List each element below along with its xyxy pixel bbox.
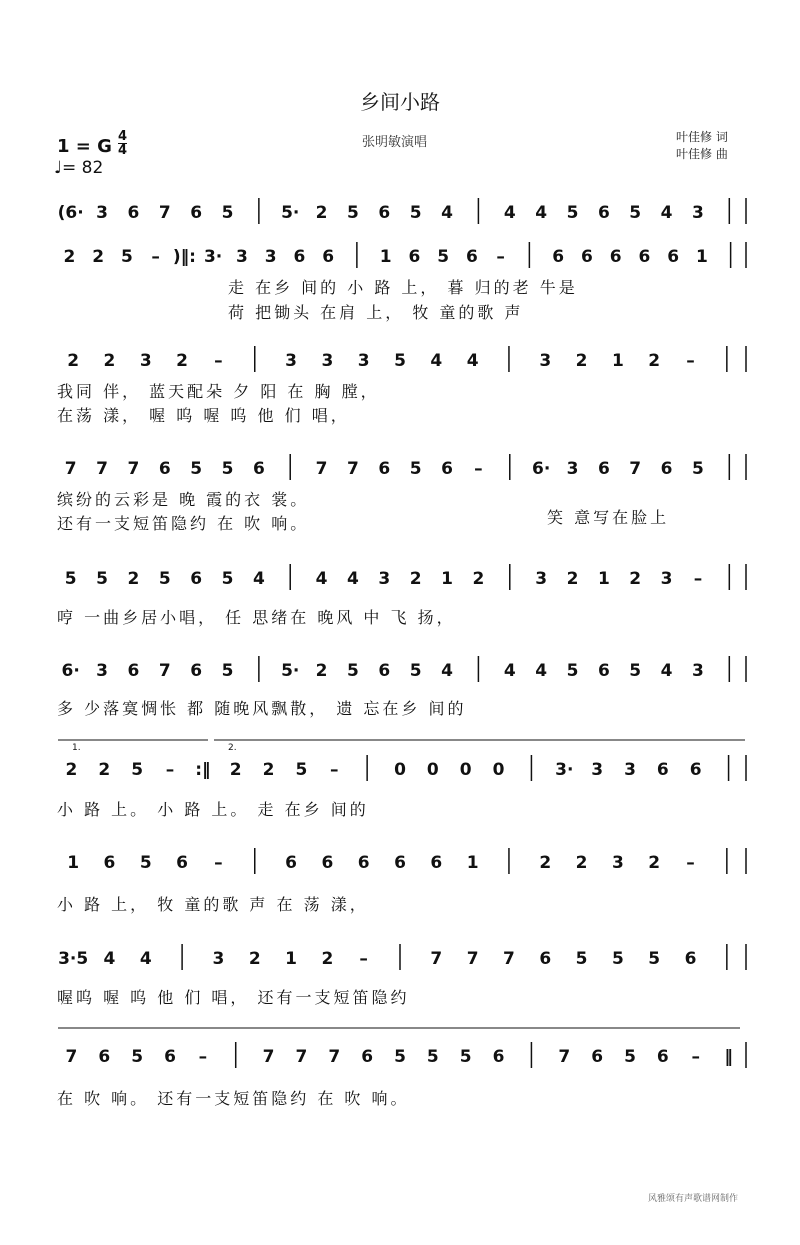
note: 2 [103,351,116,371]
note: 4 [503,661,516,681]
note: 2 [315,203,328,223]
note: 3 [321,351,334,371]
song-title: 乡间小路 [360,90,440,114]
lyric-line: 荷 把锄头 在肩 上， 牧 童的歌 声 [228,303,524,322]
note: – [214,853,223,873]
note: 2 [648,853,661,873]
note: )‖: [172,247,196,267]
note: 1 [285,949,297,969]
lyric-line: 在 吹 响。 还有一支短笛隐约 在 吹 响。 [57,1089,410,1108]
note: – [691,1047,700,1067]
note: 5 [221,203,234,223]
note: 4 [503,203,516,223]
note: 5 [409,203,422,223]
note: 7 [347,459,359,479]
note: 7 [315,459,328,479]
note: 7 [65,1047,78,1067]
note: 4 [430,351,443,371]
note: 1 [597,569,610,589]
note: 2 [98,760,111,780]
note: 5 [566,203,579,223]
note: 5 [96,569,108,589]
lyric-line: 在荡 漾， 喔 呜 喔 呜 他 们 唱， [57,406,350,425]
note: 6 [656,760,669,780]
note: 4 [315,569,328,589]
note: 5 [692,459,704,479]
note: 6 [591,1047,604,1067]
note: 4 [466,351,479,371]
note: :‖ [195,760,211,780]
note: 3 [539,351,552,371]
note: 3 [535,569,548,589]
note: 6 [660,459,673,479]
note: 6 [190,569,203,589]
note: 7 [328,1047,341,1067]
note: – [686,853,695,873]
note: 4 [347,569,359,589]
note: 6 [322,247,335,267]
note: 2 [315,661,328,681]
note: 6 [441,459,453,479]
note: 6 [667,247,680,267]
note: 6 [127,661,140,681]
note: 4 [103,949,116,969]
note: 3 [96,203,108,223]
note: 6 [656,1047,669,1067]
note: 5 [437,247,450,267]
note: 7 [64,459,77,479]
note: – [496,247,505,267]
note: 6 [378,661,391,681]
note: – [330,760,339,780]
note: 5 [64,569,77,589]
note: 2 [575,853,588,873]
note: 6· [531,459,551,479]
note: 6 [285,853,297,873]
note: 6 [465,247,478,267]
lyric-line: 多 少落寞惆怅 都 随晚风飘散， 遗 忘在乡 间的 [57,699,467,718]
note: 5 [566,661,579,681]
note: 2 [229,760,242,780]
note: 5 [575,949,588,969]
quarter-note-icon: ♩ [54,158,63,178]
note: 6 [580,247,593,267]
note: 7 [629,459,642,479]
note: 6 [597,203,610,223]
note: 4 [441,203,453,223]
note: 7 [503,949,515,969]
note: 5 [426,1047,439,1067]
note: 4 [660,203,673,223]
note: 6 [408,247,421,267]
note: 4 [535,661,548,681]
note: 6 [190,203,203,223]
note: 7 [158,203,171,223]
volta-1-label: 1. [72,743,81,753]
note: 4 [139,949,152,969]
note: 3 [96,661,108,681]
volta-2-label: 2. [228,743,237,753]
note: 4 [660,661,673,681]
note: 2 [566,569,579,589]
note: 6 [689,760,702,780]
note: 6 [293,247,306,267]
note: 6 [597,459,610,479]
lyric-line: 还有一支短笛隐约 在 吹 响。 [57,514,310,533]
note: 0 [426,760,439,780]
note: 4 [441,661,453,681]
note: 2 [92,247,105,267]
watermark-credit: 风雅颂有声歌谱网制作 [648,1194,739,1204]
note: 7 [127,459,140,479]
note: 0 [394,760,406,780]
note: 1 [67,853,80,873]
note: 6 [684,949,697,969]
note: 5· [281,661,300,681]
note: – [359,949,368,969]
note: 6 [127,203,140,223]
note: 3 [285,351,297,371]
note: 5 [131,1047,144,1067]
lyricist-credit: 叶佳修 词 [676,130,728,144]
note: 3 [660,569,673,589]
note: – [693,569,703,589]
note: 3 [624,760,636,780]
note: 6 [357,853,370,873]
note: – [198,1047,208,1067]
composer-credit: 叶佳修 曲 [676,147,728,161]
note: 7 [295,1047,308,1067]
note: 0 [492,760,505,780]
note: 5 [394,351,406,371]
note: – [214,351,223,371]
note: 3 [566,459,579,479]
note: 3·5 [58,949,89,969]
note: 6 [378,203,391,223]
note: 2 [409,569,422,589]
lyric-line: 缤纷的云彩是 晚 霞的衣 裳。 [57,490,310,509]
note: – [686,351,695,371]
note: 6 [638,247,651,267]
note: 3 [611,853,624,873]
note: 5 [394,1047,406,1067]
note: 5 [648,949,661,969]
note: 6 [164,1047,176,1067]
key-signature: 1 = G [57,136,112,157]
note: 3 [692,661,704,681]
note: 3 [139,351,152,371]
note: 1 [466,853,479,873]
singer-credit: 张明敏演唱 [362,135,428,150]
note: ‖ [724,1047,733,1067]
note: 6 [252,459,265,479]
note: 2 [648,351,661,371]
note: 2 [629,569,642,589]
note: 1 [611,351,624,371]
note: 3 [264,247,277,267]
note: 3· [555,760,574,780]
note: 2 [321,949,334,969]
note: 6 [361,1047,374,1067]
note: 5 [347,661,359,681]
tempo-marking: ♩= 82 [54,158,104,178]
time-signature: 4 4 [118,129,128,158]
note: 1 [695,247,708,267]
note: 5 [611,949,624,969]
note: 6· [61,661,80,681]
note: 7 [96,459,108,479]
note: – [165,760,175,780]
note: 3 [357,351,370,371]
note: 3 [378,569,391,589]
note: 5 [624,1047,636,1067]
note: 6 [190,661,203,681]
note: – [151,247,160,267]
note: 5 [158,569,171,589]
note: 6 [430,853,443,873]
note: 2 [63,247,76,267]
note: – [474,459,483,479]
note: 5 [190,459,203,479]
note: 5 [347,203,359,223]
note: 6 [321,853,334,873]
lyric-line: 走 在乡 间的 小 路 上， 暮 归的老 牛是 [228,278,578,297]
note: 2 [67,351,80,371]
note: 6 [492,1047,505,1067]
note: 2 [472,569,485,589]
lyric-line: 小 路 上， 牧 童的歌 声 在 荡 漾， [57,895,369,914]
note: 7 [158,661,171,681]
note: 3 [692,203,704,223]
note: 7 [466,949,479,969]
note: 6 [539,949,552,969]
note: 6 [597,661,610,681]
note: 5· [281,203,300,223]
note: 0 [459,760,472,780]
note: 2 [127,569,140,589]
note: 2 [262,760,275,780]
note: 3 [591,760,604,780]
lyric-line: 我同 伴， 蓝天配朵 夕 阳 在 胸 膛， [57,382,380,401]
note: 6 [158,459,171,479]
note: 5 [459,1047,472,1067]
note: 5 [295,760,308,780]
note: 7 [558,1047,571,1067]
note: 5 [629,203,642,223]
note: 5 [409,459,422,479]
note: 6 [176,853,189,873]
note: 2 [65,760,78,780]
note: 2 [176,351,189,371]
note: 2 [575,351,588,371]
note: 4 [535,203,548,223]
lyric-line: 哼 一曲乡居小唱， 任 思绪在 晚风 中 飞 扬， [57,608,456,627]
note: 3· [203,247,223,267]
note: 6 [394,853,406,873]
note: 5 [221,569,234,589]
note: 5 [120,247,133,267]
note: 3 [212,949,225,969]
note: 2 [248,949,261,969]
note: 3 [235,247,248,267]
note: 5 [409,661,422,681]
lyric-line: 喔呜 喔 呜 他 们 唱， 还有一支短笛隐约 [57,988,410,1007]
lyric-line: 小 路 上。 小 路 上。 走 在乡 间的 [57,800,369,819]
note: 6 [552,247,565,267]
note: 1 [441,569,453,589]
note: 6 [103,853,116,873]
note: 2 [539,853,552,873]
note: 1 [379,247,392,267]
note: 5 [139,853,152,873]
lyric-extra: 笑 意写在脸上 [547,508,670,527]
note: 5 [221,661,234,681]
note: 6 [98,1047,111,1067]
note: 7 [262,1047,275,1067]
note: 6 [609,247,622,267]
note: 5 [221,459,234,479]
note: 5 [131,760,144,780]
note: 5 [629,661,642,681]
note: (6· [57,203,84,223]
note: 7 [430,949,443,969]
note: 6 [378,459,391,479]
note: 4 [252,569,265,589]
